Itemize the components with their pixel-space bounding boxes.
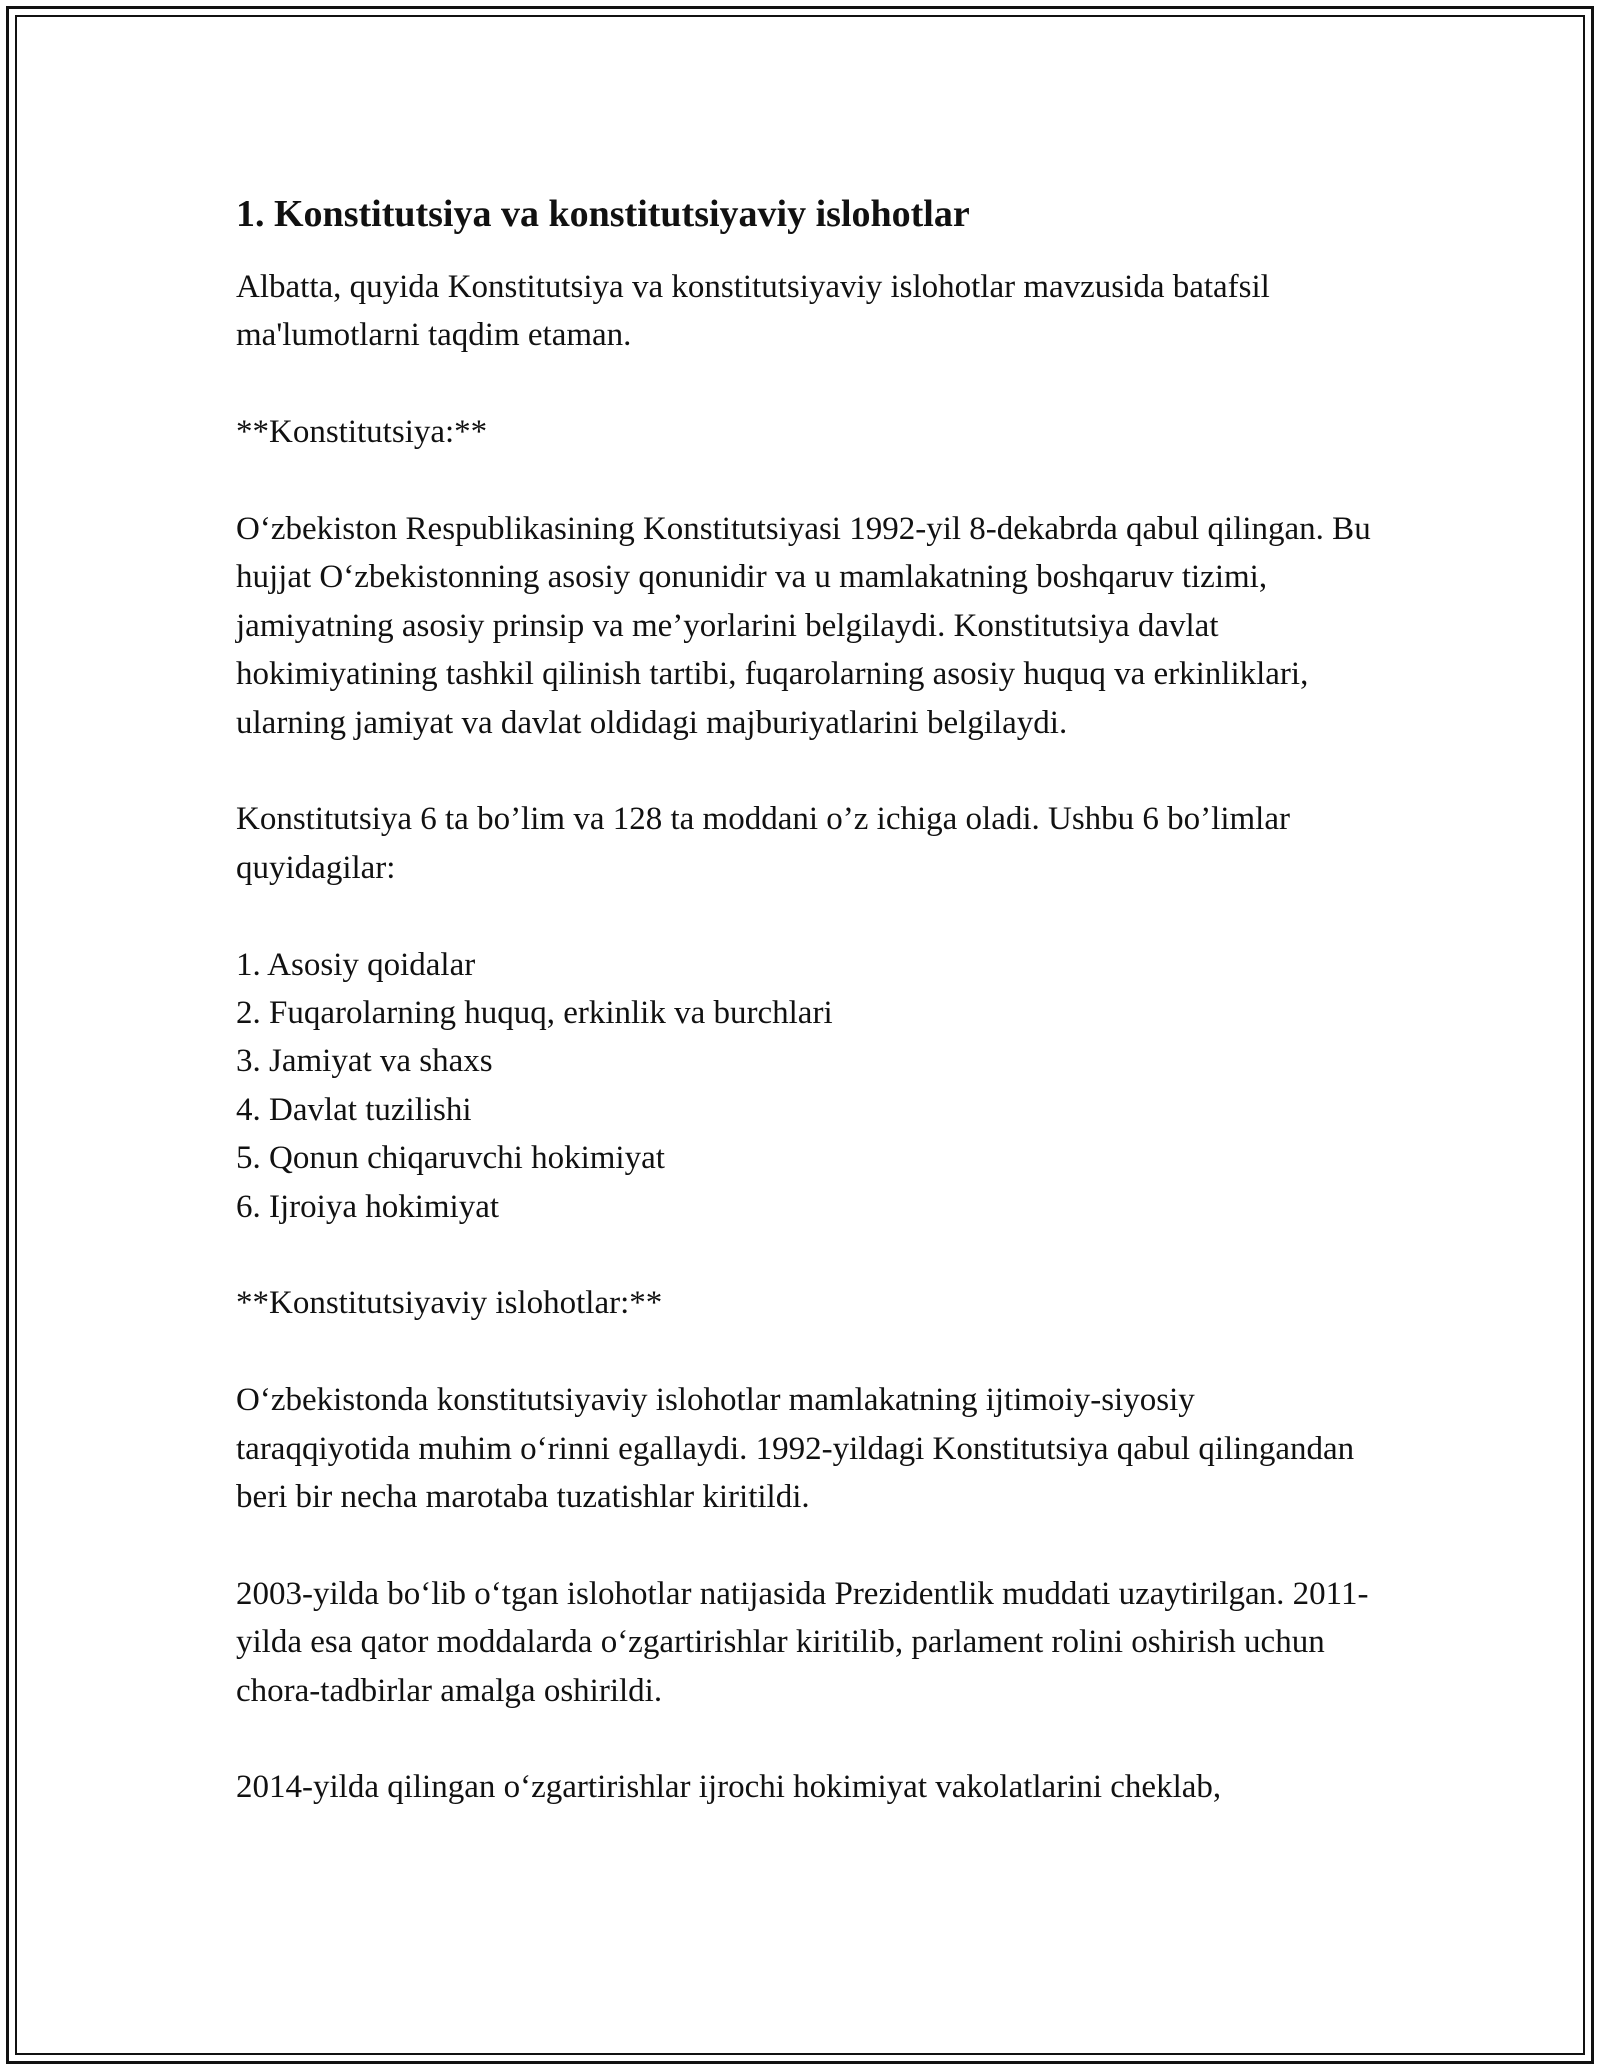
- spacer: [236, 1328, 1376, 1376]
- reforms-2003-paragraph: 2003-yilda bo‘lib o‘tgan islohotlar natijasida Prezidentlik muddati uzaytirilgan. 2011-yilda esa qator moddalarda o‘zgartirishlar kiritilib, parlament rolini oshirish uchun chora-tadbirlar amalga oshirildi.: [236, 1575, 1369, 1709]
- spacer: [236, 242, 1376, 263]
- reforms-paragraph: O‘zbekistonda konstitutsiyaviy islohotlar mamlakatning ijtimoiy-siyosiy taraqqiyotida muhim o‘rinni egallaydi. 1992-yildagi Konstitutsiya qabul qilingandan beri bir necha marotaba tuzatishlar kiritildi.: [236, 1382, 1355, 1516]
- subheading-islohotlar: **Konstitutsiyaviy islohotlar:**: [236, 1285, 663, 1322]
- list-item: 6. Ijroiya hokimiyat: [236, 1188, 500, 1225]
- list-item: 1. Asosiy qoidalar: [236, 946, 476, 983]
- document-body: [236, 186, 1376, 1812]
- spacer: [236, 1231, 1376, 1279]
- constitution-paragraph: O‘zbekiston Respublikasining Konstitutsiyasi 1992-yil 8-dekabrda qabul qilingan. Bu hujjat O‘zbekistonning asosiy qonunidir va u mamlakatning boshqaruv tizimi, jamiyatning asosiy prinsip va me’yorlarini belgilaydi. Konstitutsiya davlat hokimiyatining tashkil qilinish tartibi, fuqarolarning asosiy huquq va erkinliklari, ularning jamiyat va davlat oldidagi majburiyatlarini belgilaydi.: [236, 511, 1371, 741]
- section-heading: 1. Konstitutsiya va konstitutsiyaviy islohotlar: [236, 193, 970, 235]
- spacer: [236, 747, 1376, 795]
- list-item: 4. Davlat tuzilishi: [236, 1091, 472, 1128]
- spacer: [236, 360, 1376, 408]
- sections-intro-paragraph: Konstitutsiya 6 ta bo’lim va 128 ta moddani o’z ichiga oladi. Ushbu 6 bo’limlar quyidagilar:: [236, 801, 1290, 886]
- spacer: [236, 457, 1376, 505]
- subheading-konstitutsiya: **Konstitutsiya:**: [236, 414, 488, 451]
- list-item: 2. Fuqarolarning huquq, erkinlik va burchlari: [236, 995, 833, 1032]
- spacer: [236, 892, 1376, 940]
- reforms-2014-paragraph: 2014-yilda qilingan o‘zgartirishlar ijrochi hokimiyat vakolatlarini cheklab,: [236, 1769, 1222, 1806]
- spacer: [236, 1715, 1376, 1763]
- list-item: 5. Qonun chiqaruvchi hokimiyat: [236, 1140, 665, 1177]
- sections-list: [236, 941, 1376, 1231]
- spacer: [236, 1521, 1376, 1569]
- intro-paragraph: Albatta, quyida Konstitutsiya va konstitutsiyaviy islohotlar mavzusida batafsil ma'lumotlarni taqdim etaman.: [236, 269, 1270, 354]
- list-item: 3. Jamiyat va shaxs: [236, 1043, 493, 1080]
